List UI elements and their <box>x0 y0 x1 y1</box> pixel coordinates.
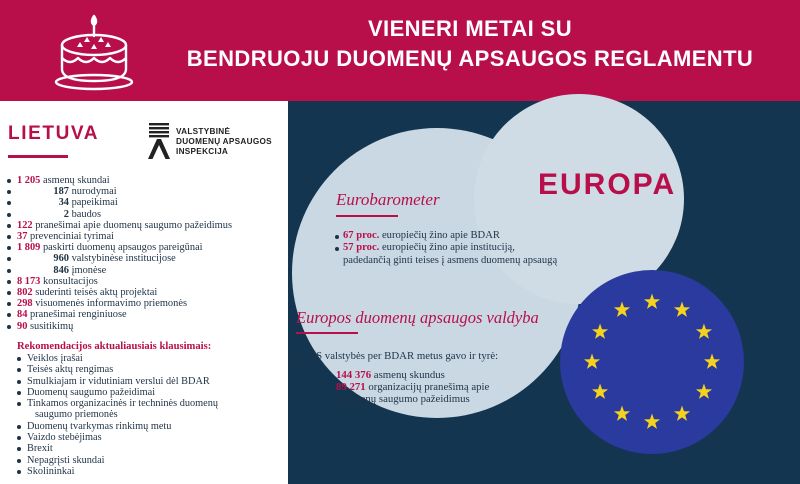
recommendation-item: Tinkamos organizacinės ir techninės duomenų <box>27 398 219 410</box>
recommendation-item: Duomenų saugumo pažeidimai <box>27 387 218 398</box>
stat-label: valstybinėse institucijose <box>69 253 176 265</box>
recommendation-item: Vaizdo stebėjimas <box>27 432 218 443</box>
edpb-text: duomenų saugumo pažeidimus <box>336 393 470 405</box>
eu-star-icon <box>614 405 630 420</box>
recommendation-item: saugumo priemonės <box>35 409 118 421</box>
stat-item <box>17 309 232 320</box>
birthday-cake-icon <box>52 12 136 92</box>
eu-flag-icon <box>560 270 744 454</box>
edpb-item <box>336 381 489 393</box>
stat-value: 960 <box>53 253 69 265</box>
stat-label: konsultacijos <box>40 275 98 287</box>
stat-label: papeikimai <box>69 197 118 209</box>
vdai-logo-icon <box>146 121 172 161</box>
page-title <box>170 14 770 74</box>
eurobarometer-value: 57 proc. <box>343 242 380 254</box>
eu-star-icon <box>696 384 712 399</box>
recommendation-item: Veiklos įrašai <box>27 353 218 364</box>
stat-item <box>17 209 232 220</box>
stat-item <box>17 197 232 208</box>
stat-value: 2 <box>63 208 69 220</box>
eu-stars <box>560 270 744 454</box>
stat-value: 90 <box>17 320 28 332</box>
stat-value: 298 <box>17 298 33 310</box>
edpb-title: Europos duomenų apsaugos valdyba <box>296 308 539 327</box>
vdai-logo-text <box>176 127 272 157</box>
stat-label: suderinti teisės aktų projektai <box>32 287 158 299</box>
stat-value: 802 <box>17 287 33 299</box>
stat-label: baudos <box>69 208 102 220</box>
stat-item <box>17 287 232 298</box>
logo-text-line-1: VALSTYBINĖ <box>176 127 231 136</box>
stat-label: pranešimai apie duomenų saugumo pažeidimus <box>32 219 232 231</box>
stat-item <box>17 231 232 242</box>
stat-value: 1 205 <box>17 175 41 186</box>
title-underline <box>8 155 68 158</box>
eu-star-icon <box>614 302 630 317</box>
stat-value: 122 <box>17 219 33 231</box>
stat-value: 84 <box>17 309 28 321</box>
stat-value: 8 173 <box>17 275 41 287</box>
stat-label: susitikimų <box>27 320 74 332</box>
edpb-intro: 27 ES valstybės per BDAR metus gavo ir tyrė: <box>296 350 499 362</box>
stat-item <box>17 186 232 197</box>
lithuania-panel <box>0 101 288 484</box>
recommendations-list <box>27 353 218 477</box>
stat-label: nurodymai <box>69 186 117 198</box>
eu-star-icon <box>674 405 690 420</box>
europe-title: EUROPA <box>538 168 677 201</box>
eurobarometer-text: europiečių žino apie instituciją, padedančią ginti teises į asmens duomenų apsaugą <box>343 242 558 266</box>
stat-item <box>17 220 232 231</box>
stat-item <box>17 242 232 253</box>
eurobarometer-value: 67 proc. <box>343 230 380 241</box>
lithuania-title: LIETUVA <box>8 123 100 144</box>
eu-star-icon <box>592 324 608 339</box>
eu-star-icon <box>592 384 608 399</box>
stat-label: visuomenės informavimo priemonės <box>32 298 187 310</box>
edpb-item <box>336 393 470 405</box>
eu-star-icon <box>644 294 660 309</box>
edpb-text: asmenų skundus <box>371 369 445 381</box>
stat-value: 34 <box>58 197 69 209</box>
stat-label: įmonėse <box>69 264 107 276</box>
recommendation-item: Brexit <box>27 443 218 454</box>
recommendation-item: Duomenų tvarkymas rinkimų metu <box>27 421 218 432</box>
stat-label: prevenciniai tyrimai <box>27 231 114 243</box>
edpb-text: organizacijų pranešimą apie <box>365 381 490 393</box>
edpb-value: 89 271 <box>336 381 366 393</box>
stat-item <box>17 265 232 276</box>
stat-value: 37 <box>17 231 28 243</box>
recommendation-item: Teisės aktų rengimas <box>27 364 218 375</box>
stat-item <box>17 321 232 332</box>
stat-label: asmenų skundai <box>40 175 110 186</box>
lithuania-stats-list <box>17 175 232 332</box>
stat-label: pranešimai renginiuose <box>27 309 127 321</box>
eurobarometer-list <box>343 230 558 267</box>
stat-item <box>17 276 232 287</box>
stat-item <box>17 298 232 309</box>
eurobarometer-item <box>343 242 558 267</box>
stat-item <box>17 175 232 186</box>
edpb-underline <box>296 332 358 334</box>
eurobarometer-text: europiečių žino apie BDAR <box>379 230 500 241</box>
stat-item <box>17 253 232 264</box>
logo-text-line-2: DUOMENŲ APSAUGOS <box>176 137 272 146</box>
recommendation-item: Smulkiajam ir vidutiniam verslui dėl BDAR <box>27 376 218 387</box>
recommendations-title: Rekomendacijos aktualiausiais klausimais: <box>17 341 212 352</box>
edpb-value: 144 376 <box>336 369 372 381</box>
recommendation-item: Skolininkai <box>27 466 218 477</box>
stat-value: 1 809 <box>17 242 41 254</box>
header-banner <box>0 0 800 101</box>
logo-text-line-3: INSPEKCIJA <box>176 147 229 156</box>
eurobarometer-underline <box>336 215 398 217</box>
stat-value: 187 <box>53 186 69 198</box>
eu-star-icon <box>674 302 690 317</box>
title-line-2: BENDRUOJU DUOMENŲ APSAUGOS REGLAMENTU <box>186 46 754 71</box>
stat-value: 846 <box>53 264 69 276</box>
eu-star-icon <box>584 354 600 369</box>
edpb-item <box>336 369 445 381</box>
eu-star-icon <box>644 414 660 429</box>
eurobarometer-title: Eurobarometer <box>336 190 440 209</box>
eurobarometer-item <box>343 230 558 242</box>
recommendation-item: Nepagrįsti skundai <box>27 455 218 466</box>
eu-star-icon <box>704 354 720 369</box>
stat-label: paskirti duomenų apsaugos pareigūnai <box>40 242 203 254</box>
title-line-1: VIENERI METAI SU <box>367 16 572 41</box>
eu-star-icon <box>696 324 712 339</box>
